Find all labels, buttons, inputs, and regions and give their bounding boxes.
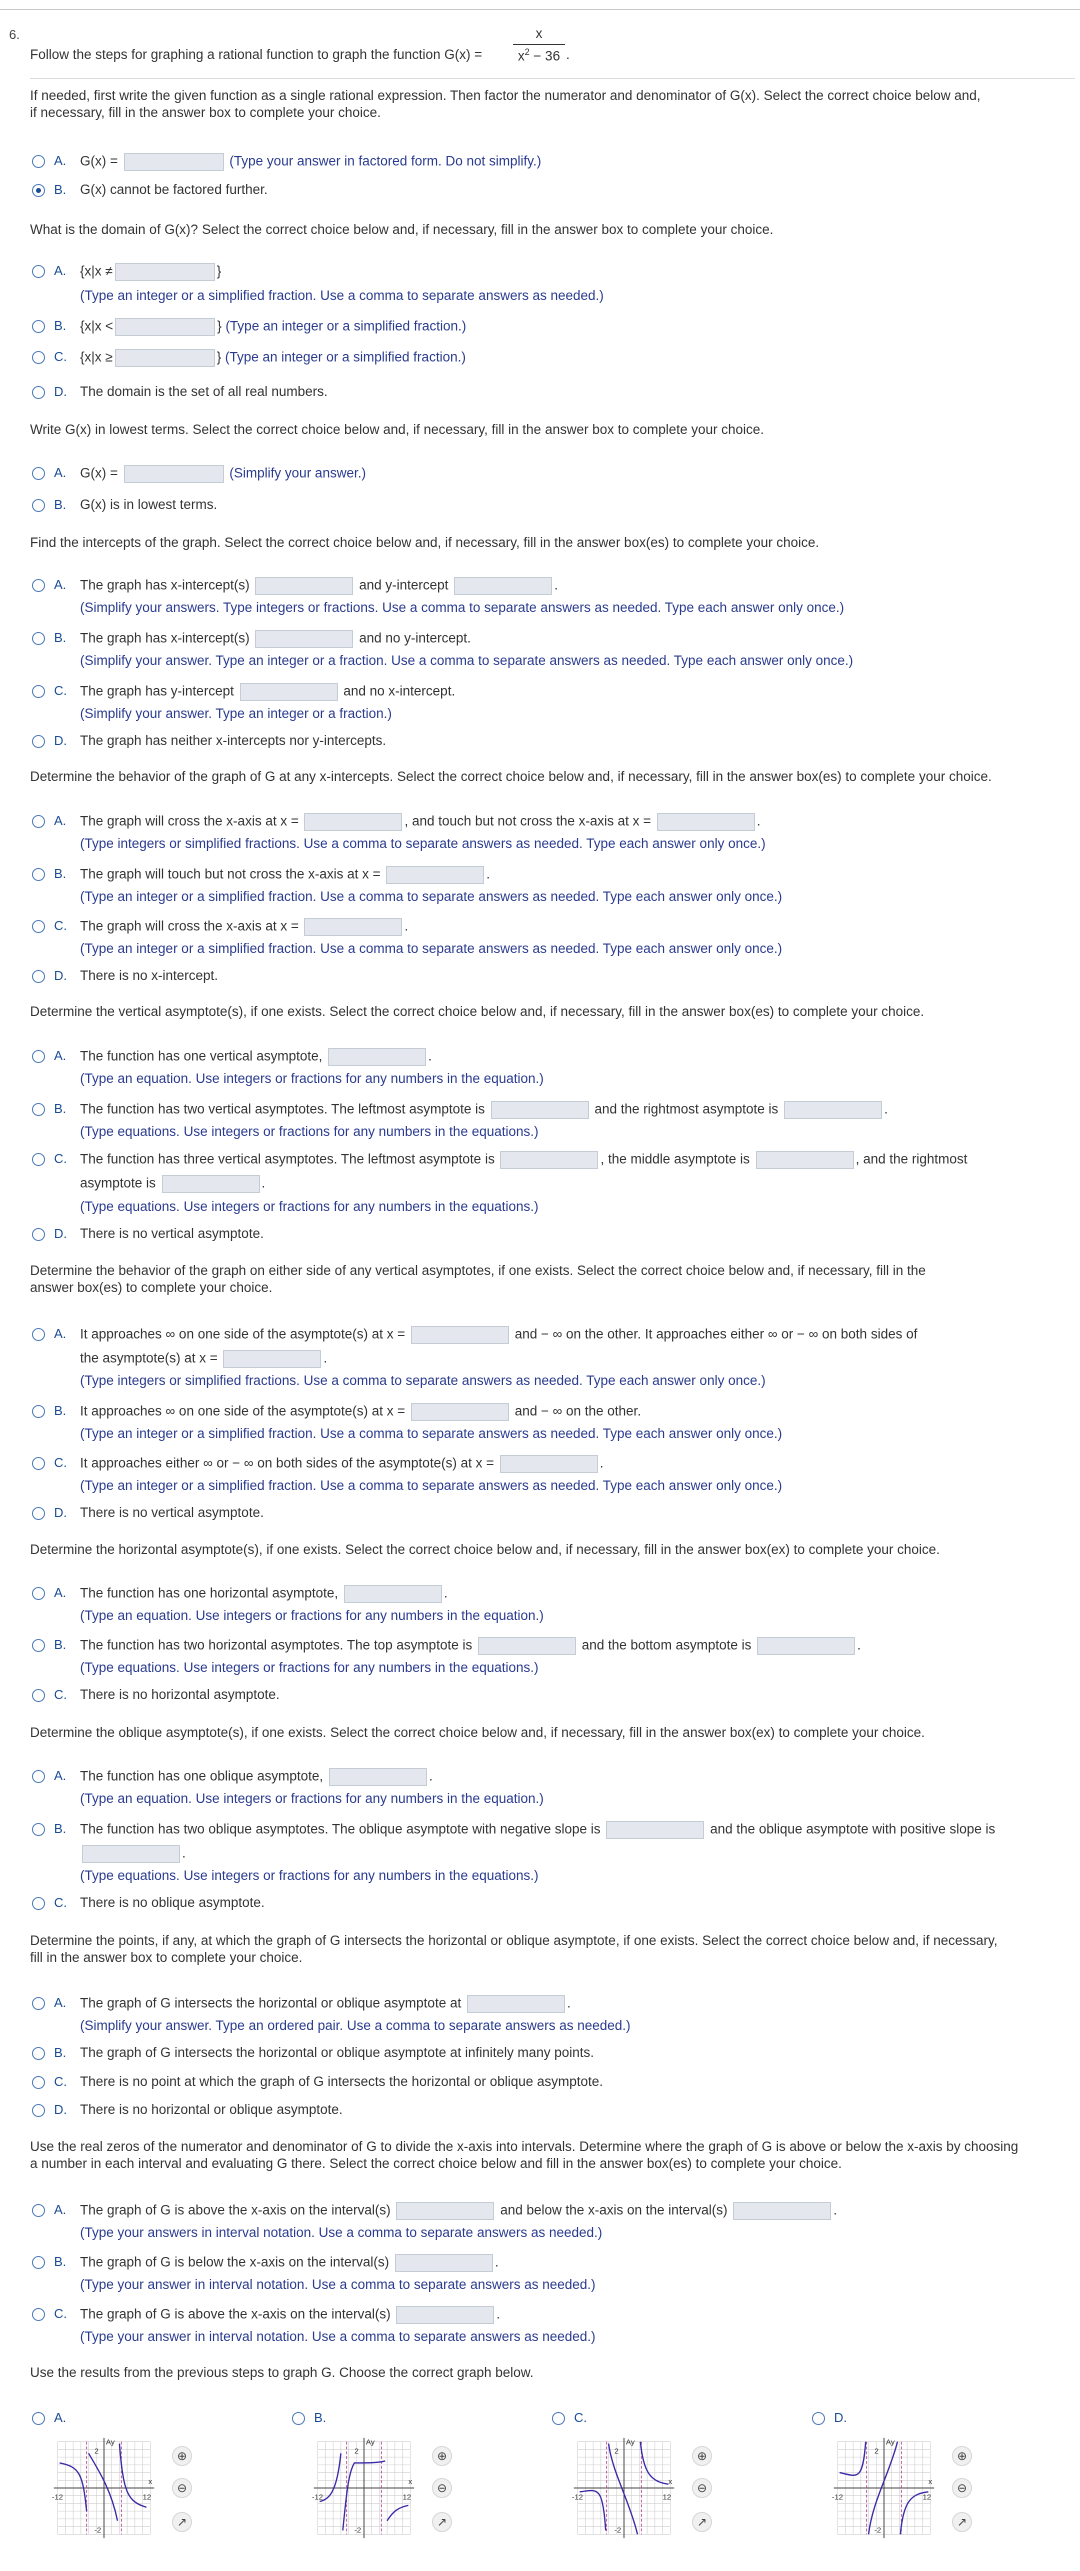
step9-b-continuation: . xyxy=(80,1845,186,1863)
answer-input[interactable] xyxy=(500,1151,598,1169)
step8-prompt: Determine the horizontal asymptote(s), if one exists. Select the correct choice below and, if necessary, fill in the answer box(ex) to complete your choice. xyxy=(30,1542,940,1557)
y-tick-top: 2 xyxy=(874,2446,879,2456)
answer-input[interactable] xyxy=(124,153,224,171)
answer-input[interactable] xyxy=(733,2202,831,2220)
radio-button[interactable] xyxy=(32,155,45,168)
answer-input[interactable] xyxy=(657,813,755,831)
y-tick-bottom: -2 xyxy=(614,2525,622,2535)
radio-button[interactable] xyxy=(32,632,45,645)
graph-curve xyxy=(387,2505,408,2520)
radio-button[interactable] xyxy=(32,1507,45,1520)
radio-button[interactable] xyxy=(32,2308,45,2321)
radio-button[interactable] xyxy=(32,2256,45,2269)
answer-input[interactable] xyxy=(396,2202,494,2220)
statement-period: . xyxy=(566,47,570,62)
radio-button[interactable] xyxy=(32,1823,45,1836)
graph-option-a[interactable] xyxy=(32,2410,202,2560)
graph-thumbnail[interactable] xyxy=(50,2434,158,2542)
zoom-in-icon[interactable]: ⊕ xyxy=(692,2446,712,2466)
step12-prompt: Use the results from the previous steps to graph G. Choose the correct graph below. xyxy=(30,2365,534,2380)
question-number: 6. xyxy=(9,27,20,42)
external-link-icon[interactable]: ↗ xyxy=(692,2512,712,2532)
radio-button[interactable] xyxy=(32,2047,45,2060)
answer-input[interactable] xyxy=(82,1845,180,1863)
x-tick-right: 12 xyxy=(662,2492,672,2502)
answer-input[interactable] xyxy=(478,1637,576,1655)
x-tick-right: 12 xyxy=(922,2492,932,2502)
y-tick-bottom: -2 xyxy=(94,2525,102,2535)
step6-prompt: Determine the vertical asymptote(s), if one exists. Select the correct choice below and, if necessary, fill in the answer box(es) to complete your choice. xyxy=(30,1004,925,1019)
answer-input[interactable] xyxy=(500,1455,598,1473)
top-divider xyxy=(0,9,1080,10)
y-tick-top: 2 xyxy=(354,2446,359,2456)
answer-input[interactable] xyxy=(784,1101,882,1119)
step4-a-hint: (Simplify your answers. Type integers or fractions. Use a comma to separate answers as needed. Type each answer only once.) xyxy=(80,600,845,615)
graph-option-letter: C. xyxy=(574,2410,587,2425)
radio-button[interactable] xyxy=(292,2412,305,2425)
radio-button[interactable] xyxy=(32,265,45,278)
x-axis-label: x xyxy=(668,2477,673,2487)
radio-button[interactable] xyxy=(32,1457,45,1470)
answer-input[interactable] xyxy=(328,1048,426,1066)
radio-button[interactable] xyxy=(32,1103,45,1116)
graph-thumbnail[interactable] xyxy=(570,2434,678,2542)
answer-input[interactable] xyxy=(757,1637,855,1655)
x-axis-label: x xyxy=(148,2477,153,2487)
answer-input[interactable] xyxy=(115,263,215,281)
y-axis-label: Ay xyxy=(885,2437,895,2447)
step4-c-hint: (Simplify your answer. Type an integer or a fraction.) xyxy=(80,706,392,721)
answer-input[interactable] xyxy=(240,683,338,701)
zoom-in-icon[interactable]: ⊕ xyxy=(172,2446,192,2466)
radio-button[interactable] xyxy=(32,1050,45,1063)
radio-button[interactable] xyxy=(32,1587,45,1600)
answer-input[interactable] xyxy=(395,2254,493,2272)
y-tick-top: 2 xyxy=(94,2446,99,2456)
step7-b-hint: (Type an integer or a simplified fraction. Use a comma to separate answers as needed. Type each answer only once.) xyxy=(80,1426,783,1441)
step5-a-hint: (Type integers or simplified fractions. Use a comma to separate answers as needed. Type each answer only once.) xyxy=(80,836,766,851)
external-link-icon[interactable]: ↗ xyxy=(432,2512,452,2532)
answer-input[interactable] xyxy=(115,318,215,336)
radio-button[interactable] xyxy=(32,467,45,480)
answer-input[interactable] xyxy=(491,1101,589,1119)
x-tick-left: -12 xyxy=(831,2492,844,2502)
answer-input[interactable] xyxy=(162,1175,260,1193)
radio-button[interactable] xyxy=(32,2076,45,2089)
graph-thumbnail[interactable] xyxy=(830,2434,938,2542)
step3-prompt: Write G(x) in lowest terms. Select the correct choice below and, if necessary, fill in the answer box to complete your choice. xyxy=(30,422,765,437)
answer-input[interactable] xyxy=(467,1995,565,2013)
radio-button[interactable] xyxy=(32,1897,45,1910)
radio-button[interactable] xyxy=(32,1405,45,1418)
y-axis-label: Ay xyxy=(625,2437,635,2447)
step11-c-hint: (Type your answer in interval notation. Use a comma to separate answers as needed.) xyxy=(80,2329,596,2344)
step2-a-hint: (Type an integer or a simplified fraction. Use a comma to separate answers as needed.) xyxy=(80,288,604,303)
step5-prompt: Determine the behavior of the graph of G at any x-intercepts. Select the correct choice below and, if necessary, fill in the answer box(es) to complete your choice. xyxy=(30,769,992,784)
answer-input[interactable] xyxy=(344,1585,442,1603)
x-tick-left: -12 xyxy=(311,2492,324,2502)
radio-button[interactable] xyxy=(32,970,45,983)
radio-button[interactable] xyxy=(32,1228,45,1241)
function-fraction xyxy=(513,26,565,64)
answer-input[interactable] xyxy=(115,349,215,367)
y-tick-bottom: -2 xyxy=(874,2525,882,2535)
step4-prompt: Find the intercepts of the graph. Select the correct choice below and, if necessary, fill in the answer box(es) to complete your choice. xyxy=(30,535,820,550)
step9-b-hint: (Type equations. Use integers or fractions for any numbers in the equations.) xyxy=(80,1868,539,1883)
zoom-in-icon[interactable]: ⊕ xyxy=(952,2446,972,2466)
step9-prompt: Determine the oblique asymptote(s), if one exists. Select the correct choice below and, if necessary, fill in the answer box(ex) to complete your choice. xyxy=(30,1725,925,1740)
answer-input[interactable] xyxy=(411,1403,509,1421)
graph-thumbnail[interactable] xyxy=(310,2434,418,2542)
x-tick-left: -12 xyxy=(571,2492,584,2502)
step7-prompt: Determine the behavior of the graph on either side of any vertical asymptotes, if one exists. Select the correct choice below and, if necessary, fill in the answer box(es) to complete your choice. xyxy=(30,1263,926,1295)
fraction-numerator: x xyxy=(535,26,543,41)
x-tick-right: 12 xyxy=(142,2492,152,2502)
step6-c-continuation: asymptote is . xyxy=(80,1175,265,1193)
radio-button[interactable] xyxy=(32,920,45,933)
step7-c-hint: (Type an integer or a simplified fraction. Use a comma to separate answers as needed. Type each answer only once.) xyxy=(80,1478,783,1493)
radio-button[interactable] xyxy=(32,2412,45,2425)
answer-input[interactable] xyxy=(454,577,552,595)
radio-button[interactable] xyxy=(32,1770,45,1783)
radio-button[interactable] xyxy=(552,2412,565,2425)
answer-input[interactable] xyxy=(304,918,402,936)
question-statement: Follow the steps for graphing a rational function to graph the function G(x) = xyxy=(30,47,483,62)
step5-c-hint: (Type an integer or a simplified fraction. Use a comma to separate answers as needed. Type each answer only once.) xyxy=(80,941,783,956)
radio-button[interactable] xyxy=(32,351,45,364)
answer-input[interactable] xyxy=(304,813,402,831)
step4-b-hint: (Simplify your answer. Type an integer or a fraction. Use a comma to separate answers as needed. Type each answer only once.) xyxy=(80,653,854,668)
external-link-icon[interactable]: ↗ xyxy=(952,2512,972,2532)
step6-b-hint: (Type equations. Use integers or fractions for any numbers in the equations.) xyxy=(80,1124,539,1139)
radio-button[interactable] xyxy=(32,2104,45,2117)
step6-c-hint: (Type equations. Use integers or fractions for any numbers in the equations.) xyxy=(80,1199,539,1214)
step7-a-continuation: the asymptote(s) at x = . xyxy=(80,1350,327,1368)
graph-option-d[interactable] xyxy=(812,2410,982,2560)
answer-input[interactable] xyxy=(411,1326,509,1344)
graph-option-b[interactable] xyxy=(292,2410,462,2560)
graph-option-letter: A. xyxy=(54,2410,67,2425)
graph-option-letter: B. xyxy=(314,2410,327,2425)
radio-button[interactable] xyxy=(32,1328,45,1341)
graph-curve xyxy=(89,2453,118,2521)
step1-prompt: If needed, first write the given function as a single rational expression. Then factor the numerator and denominator of G(x). Select the correct choice below and, if necessary, fill in the answer box to complete your choice. xyxy=(30,88,981,120)
zoom-in-icon[interactable]: ⊕ xyxy=(432,2446,452,2466)
zoom-out-icon[interactable]: ⊖ xyxy=(692,2478,712,2498)
y-tick-bottom: -2 xyxy=(354,2525,362,2535)
step5-b-hint: (Type an integer or a simplified fraction. Use a comma to separate answers as needed. Type each answer only once.) xyxy=(80,889,783,904)
graph-option-letter: D. xyxy=(834,2410,847,2425)
fraction-denominator: $x^2 - 36$ xyxy=(517,47,561,64)
radio-button[interactable] xyxy=(32,499,45,512)
question-header xyxy=(30,22,1075,79)
step11-a-hint: (Type your answers in interval notation. Use a comma to separate answers as needed.) xyxy=(80,2225,603,2240)
graph-curve xyxy=(580,2491,606,2531)
radio-button[interactable] xyxy=(32,2204,45,2217)
radio-button-selected[interactable] xyxy=(32,184,45,197)
x-axis-label: x xyxy=(408,2477,413,2487)
step8-b-hint: (Type equations. Use integers or fractions for any numbers in the equations.) xyxy=(80,1660,539,1675)
y-axis-label: Ay xyxy=(105,2437,115,2447)
step10-prompt: Determine the points, if any, at which the graph of G intersects the horizontal or oblique asymptote, if one exists. Select the correct choice below and, if necessary, fill in the answer box to complete your choice. xyxy=(30,1933,998,1965)
radio-button[interactable] xyxy=(32,868,45,881)
radio-button[interactable] xyxy=(32,579,45,592)
radio-button[interactable] xyxy=(32,735,45,748)
answer-input[interactable] xyxy=(396,2306,494,2324)
radio-button[interactable] xyxy=(32,1639,45,1652)
step10-a-hint: (Simplify your answer. Type an ordered pair. Use a comma to separate answers as needed.) xyxy=(80,2018,631,2033)
radio-button[interactable] xyxy=(32,1997,45,2010)
x-tick-right: 12 xyxy=(402,2492,412,2502)
step2-prompt: What is the domain of G(x)? Select the correct choice below and, if necessary, fill in the answer box to complete your choice. xyxy=(30,222,774,237)
zoom-out-icon[interactable]: ⊖ xyxy=(172,2478,192,2498)
zoom-out-icon[interactable]: ⊖ xyxy=(952,2478,972,2498)
radio-button[interactable] xyxy=(32,1153,45,1166)
answer-input[interactable] xyxy=(255,577,353,595)
step8-a-hint: (Type an equation. Use integers or fractions for any numbers in the equation.) xyxy=(80,1608,544,1623)
step11-b-hint: (Type your answer in interval notation. Use a comma to separate answers as needed.) xyxy=(80,2277,596,2292)
answer-input[interactable] xyxy=(386,866,484,884)
answer-input[interactable] xyxy=(756,1151,854,1169)
x-axis-label: x xyxy=(928,2477,933,2487)
radio-button[interactable] xyxy=(32,320,45,333)
answer-input[interactable] xyxy=(606,1821,704,1839)
step7-a-hint: (Type integers or simplified fractions. Use a comma to separate answers as needed. Type each answer only once.) xyxy=(80,1373,766,1388)
y-tick-top: 2 xyxy=(614,2446,619,2456)
graph-option-c[interactable] xyxy=(552,2410,722,2560)
answer-input[interactable] xyxy=(223,1350,321,1368)
graph-curve xyxy=(640,2442,668,2484)
radio-button[interactable] xyxy=(32,815,45,828)
graph-curve xyxy=(840,2442,866,2476)
step9-a-hint: (Type an equation. Use integers or fractions for any numbers in the equation.) xyxy=(80,1791,544,1806)
x-tick-left: -12 xyxy=(51,2492,64,2502)
radio-button[interactable] xyxy=(32,1689,45,1702)
step11-prompt: Use the real zeros of the numerator and denominator of G to divide the x-axis into intervals. Determine where the graph of G is above or below the x-axis by choosing a number in each interval and evaluating G there. Select the correct choice below and fill in the answer box(es) to complete your choice. xyxy=(30,2139,1019,2171)
y-axis-label: Ay xyxy=(365,2437,375,2447)
external-link-icon[interactable]: ↗ xyxy=(172,2512,192,2532)
radio-button[interactable] xyxy=(812,2412,825,2425)
answer-input[interactable] xyxy=(124,465,224,483)
radio-button[interactable] xyxy=(32,386,45,399)
zoom-out-icon[interactable]: ⊖ xyxy=(432,2478,452,2498)
answer-input[interactable] xyxy=(255,630,353,648)
radio-button[interactable] xyxy=(32,685,45,698)
step6-a-hint: (Type an equation. Use integers or fractions for any numbers in the equation.) xyxy=(80,1071,544,1086)
answer-input[interactable] xyxy=(329,1768,427,1786)
